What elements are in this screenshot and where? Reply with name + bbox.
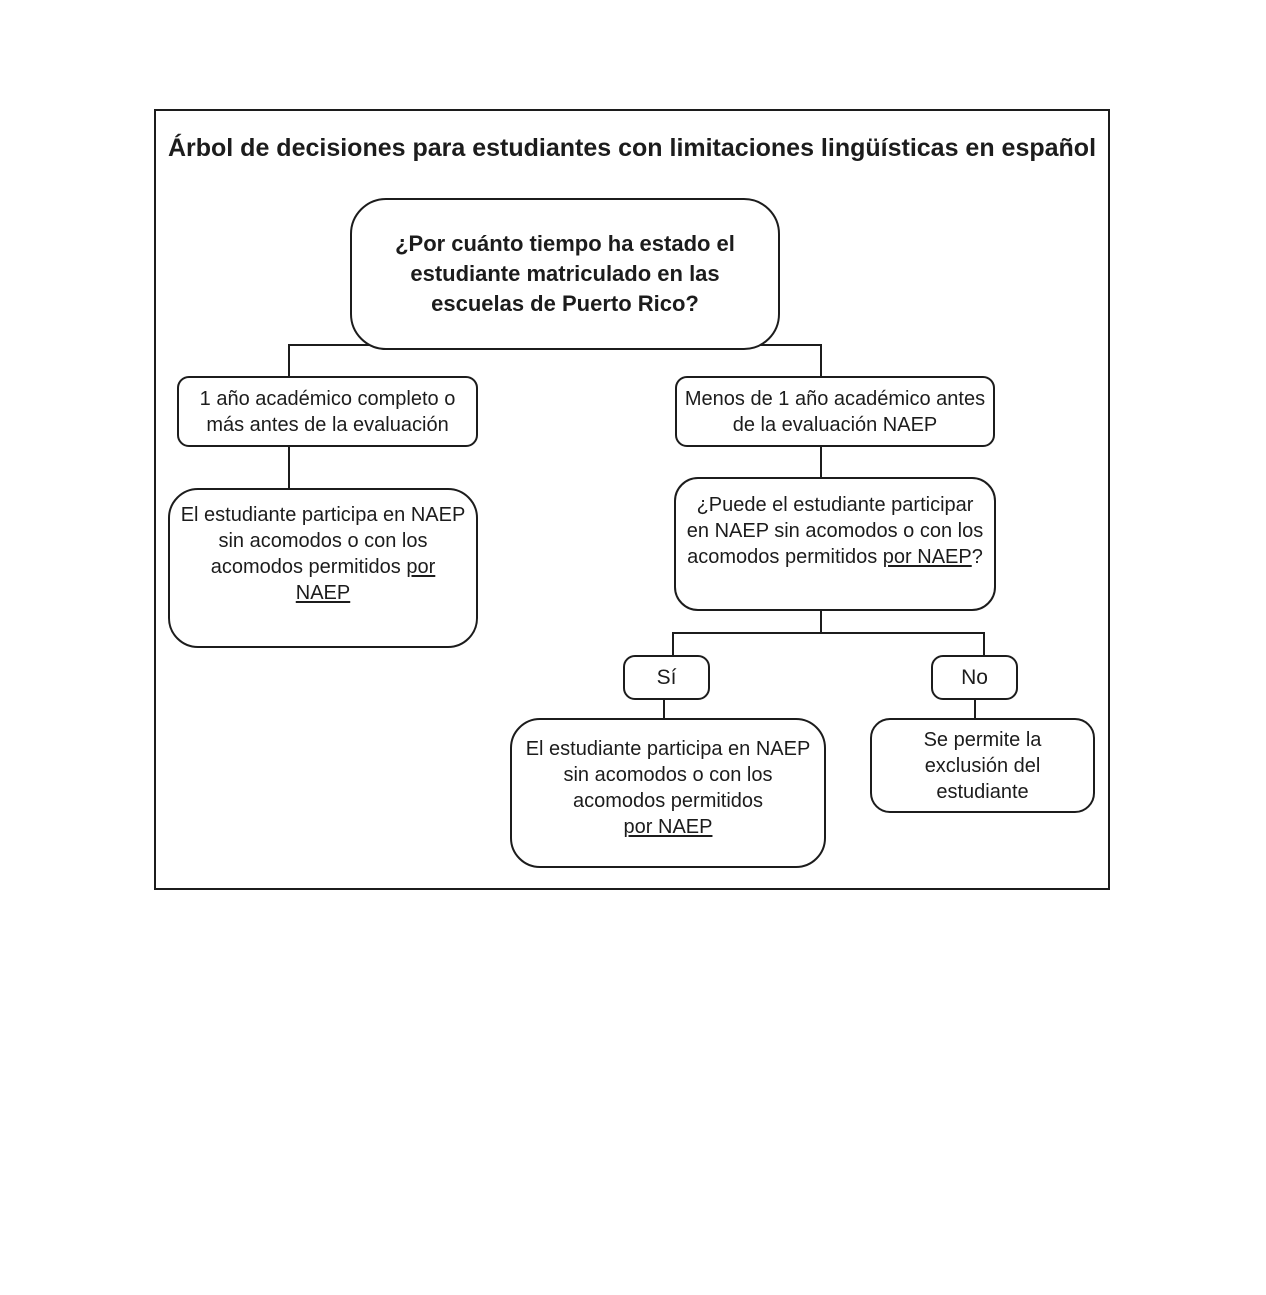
text-line: acomodos permitidos bbox=[572, 790, 764, 812]
text-line: más antes de la evaluación bbox=[206, 413, 449, 436]
text-line: por NAEP bbox=[623, 816, 713, 838]
node-no-outcome bbox=[870, 718, 1095, 813]
text-line: en NAEP sin acomodos o con los bbox=[686, 520, 984, 542]
connector-no-to-outcome bbox=[974, 699, 976, 720]
text-line: estudiante bbox=[936, 780, 1029, 803]
text-line: El estudiante participa en NAEP bbox=[525, 738, 811, 760]
text-line: Se permite la bbox=[923, 728, 1042, 751]
connector-root-to-right bbox=[820, 344, 822, 378]
text-line: sin acomodos o con los bbox=[218, 530, 428, 552]
text-line: Sí bbox=[656, 665, 677, 689]
text-line: acomodos permitidos por NAEP? bbox=[687, 546, 983, 568]
node-root-question bbox=[350, 198, 780, 350]
connector-split-horizontal bbox=[672, 632, 985, 634]
node-left-branch bbox=[177, 376, 478, 447]
text-line: NAEP bbox=[295, 582, 351, 604]
connector-to-no bbox=[983, 632, 985, 657]
text-line: ¿Puede el estudiante participar bbox=[696, 494, 974, 516]
node-right-branch bbox=[675, 376, 995, 447]
text-line: exclusión del bbox=[924, 754, 1041, 777]
connector-yes-to-outcome bbox=[663, 699, 665, 720]
node-no-label bbox=[931, 655, 1018, 700]
text-line: escuelas de Puerto Rico? bbox=[431, 291, 699, 316]
text-line: de la evaluación NAEP bbox=[732, 413, 938, 436]
text-line: ¿Por cuánto tiempo ha estado el bbox=[395, 231, 735, 256]
connector-to-yes bbox=[672, 632, 674, 657]
text-line: acomodos permitidos por bbox=[210, 556, 436, 578]
connector-right-to-question bbox=[820, 446, 822, 479]
node-right-question bbox=[674, 477, 996, 611]
text-line: No bbox=[961, 665, 988, 689]
connector-root-to-left bbox=[288, 344, 290, 378]
node-yes-outcome bbox=[510, 718, 826, 868]
text-line: El estudiante participa en NAEP bbox=[180, 504, 466, 526]
text-line: 1 año académico completo o bbox=[199, 387, 456, 410]
diagram-title: Árbol de decisiones para estudiantes con limitaciones lingüísticas en español bbox=[167, 134, 1097, 162]
node-left-outcome bbox=[168, 488, 478, 648]
connector-question-down bbox=[820, 609, 822, 634]
node-yes-label bbox=[623, 655, 710, 700]
text-line: Menos de 1 año académico antes bbox=[684, 387, 986, 410]
text-line: sin acomodos o con los bbox=[563, 764, 773, 786]
text-line: estudiante matriculado en las bbox=[410, 261, 720, 286]
connector-left-to-outcome bbox=[288, 446, 290, 490]
